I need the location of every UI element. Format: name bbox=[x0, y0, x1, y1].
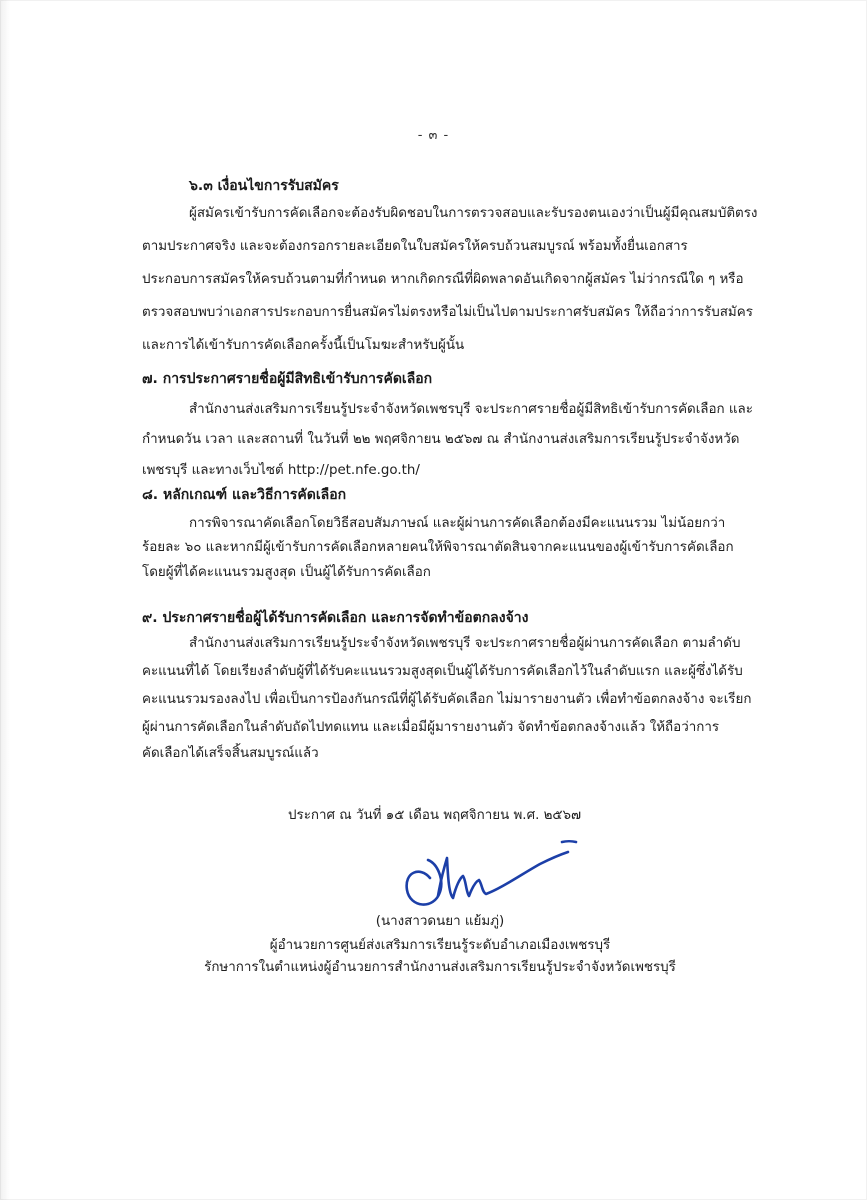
section-9-heading: ๙. ประกาศรายชื่อผู้ได้รับการคัดเลือก และการจัดทำข้อตกลงจ้าง bbox=[142, 610, 529, 626]
section-9-line-1: สำนักงานส่งเสริมการเรียนรู้ประจำจังหวัดเพชรบุรี จะประกาศรายชื่อผู้ผ่านการคัดเลือก ตามลำดับ bbox=[189, 636, 741, 651]
section-6-3-line-1: ผู้สมัครเข้ารับการคัดเลือกจะต้องรับผิดชอบในการตรวจสอบและรับรองตนเองว่าเป็นผู้มีคุณสมบัติตรง bbox=[189, 206, 758, 221]
section-7-line-3: เพชรบุรี และทางเว็บไซต์ http://pet.nfe.go.th/ bbox=[142, 463, 420, 478]
section-8-line-1: การพิจารณาคัดเลือกโดยวิธีสอบสัมภาษณ์ และผู้ผ่านการคัดเลือกต้องมีคะแนนรวม ไม่น้อยกว่า bbox=[189, 516, 726, 531]
section-7-line-1: สำนักงานส่งเสริมการเรียนรู้ประจำจังหวัดเพชรบุรี จะประกาศรายชื่อผู้มีสิทธิเข้ารับการคัดเลือก และ bbox=[189, 402, 753, 417]
section-6-3-heading: ๖.๓ เงื่อนไขการรับสมัคร bbox=[189, 178, 339, 194]
section-9-line-4: ผู้ผ่านการคัดเลือกในลำดับถัดไปทดแทน และเมื่อมีผู้มารายงานตัว จัดทำข้อตกลงจ้างแล้ว ให้ถือว่าการ bbox=[142, 720, 720, 735]
section-6-3-line-2: ตามประกาศจริง และจะต้องกรอกรายละเอียดในใบสมัครให้ครบถ้วนสมบูรณ์ พร้อมทั้งยื่นเอกสาร bbox=[142, 239, 688, 254]
section-6-3-line-5: และการได้เข้ารับการคัดเลือกครั้งนี้เป็นโมฆะสำหรับผู้นั้น bbox=[142, 338, 465, 353]
page-edge-shadow bbox=[0, 0, 10, 1200]
signer-position-1: ผู้อำนวยการศูนย์ส่งเสริมการเรียนรู้ระดับอำเภอเมืองเพชรบุรี bbox=[269, 938, 611, 953]
section-6-3-line-4: ตรวจสอบพบว่าเอกสารประกอบการยื่นสมัครไม่ตรงหรือไม่เป็นไปตามประกาศรับสมัคร ให้ถือว่าการรับสมัคร bbox=[142, 305, 753, 320]
section-9-line-3: คะแนนรวมรองลงไป เพื่อเป็นการป้องกันกรณีที่ผู้ได้รับคัดเลือก ไม่มารายงานตัว เพื่อทำข้อตกลงจ้าง จะเรียก bbox=[142, 692, 752, 707]
section-7-heading: ๗. การประกาศรายชื่อผู้มีสิทธิเข้ารับการคัดเลือก bbox=[142, 371, 433, 387]
section-8-line-2: ร้อยละ ๖๐ และหากมีผู้เข้ารับการคัดเลือกหลายคนให้พิจารณาตัดสินจากคะแนนของผู้เข้ารับการคัดเลือก bbox=[142, 540, 734, 555]
section-8-heading: ๘. หลักเกณฑ์ และวิธีการคัดเลือก bbox=[142, 487, 347, 503]
section-9-line-2: คะแนนที่ได้ โดยเรียงลำดับผู้ที่ได้รับคะแนนรวมสูงสุดเป็นผู้ได้รับการคัดเลือกไว้ในลำดับแรก และผู้ซึ่งได้รับ bbox=[142, 664, 743, 679]
page-number: - ๓ - bbox=[417, 128, 450, 143]
signature-image bbox=[400, 838, 590, 914]
section-7-line-2: กำหนดวัน เวลา และสถานที่ ในวันที่ ๒๒ พฤศจิกายน ๒๕๖๗ ณ สำนักงานส่งเสริมการเรียนรู้ประจำจังหวัด bbox=[142, 432, 740, 447]
section-8-line-3: โดยผู้ที่ได้คะแนนรวมสูงสุด เป็นผู้ได้รับการคัดเลือก bbox=[142, 565, 431, 580]
announcement-date: ประกาศ ณ วันที่ ๑๕ เดือน พฤศจิกายน พ.ศ. ๒๕๖๗ bbox=[288, 808, 582, 823]
signer-name: (นางสาวดนยา แย้มภู่) bbox=[375, 914, 505, 929]
section-9-line-5: คัดเลือกได้เสร็จสิ้นสมบูรณ์แล้ว bbox=[142, 746, 319, 761]
section-6-3-line-3: ประกอบการสมัครให้ครบถ้วนตามที่กำหนด หากเกิดกรณีที่ผิดพลาดอันเกิดจากผู้สมัคร ไม่ว่ากรณีใด ๆ หรือ bbox=[142, 272, 744, 287]
signer-position-2: รักษาการในตำแหน่งผู้อำนวยการสำนักงานส่งเสริมการเรียนรู้ประจำจังหวัดเพชรบุรี bbox=[204, 960, 676, 975]
